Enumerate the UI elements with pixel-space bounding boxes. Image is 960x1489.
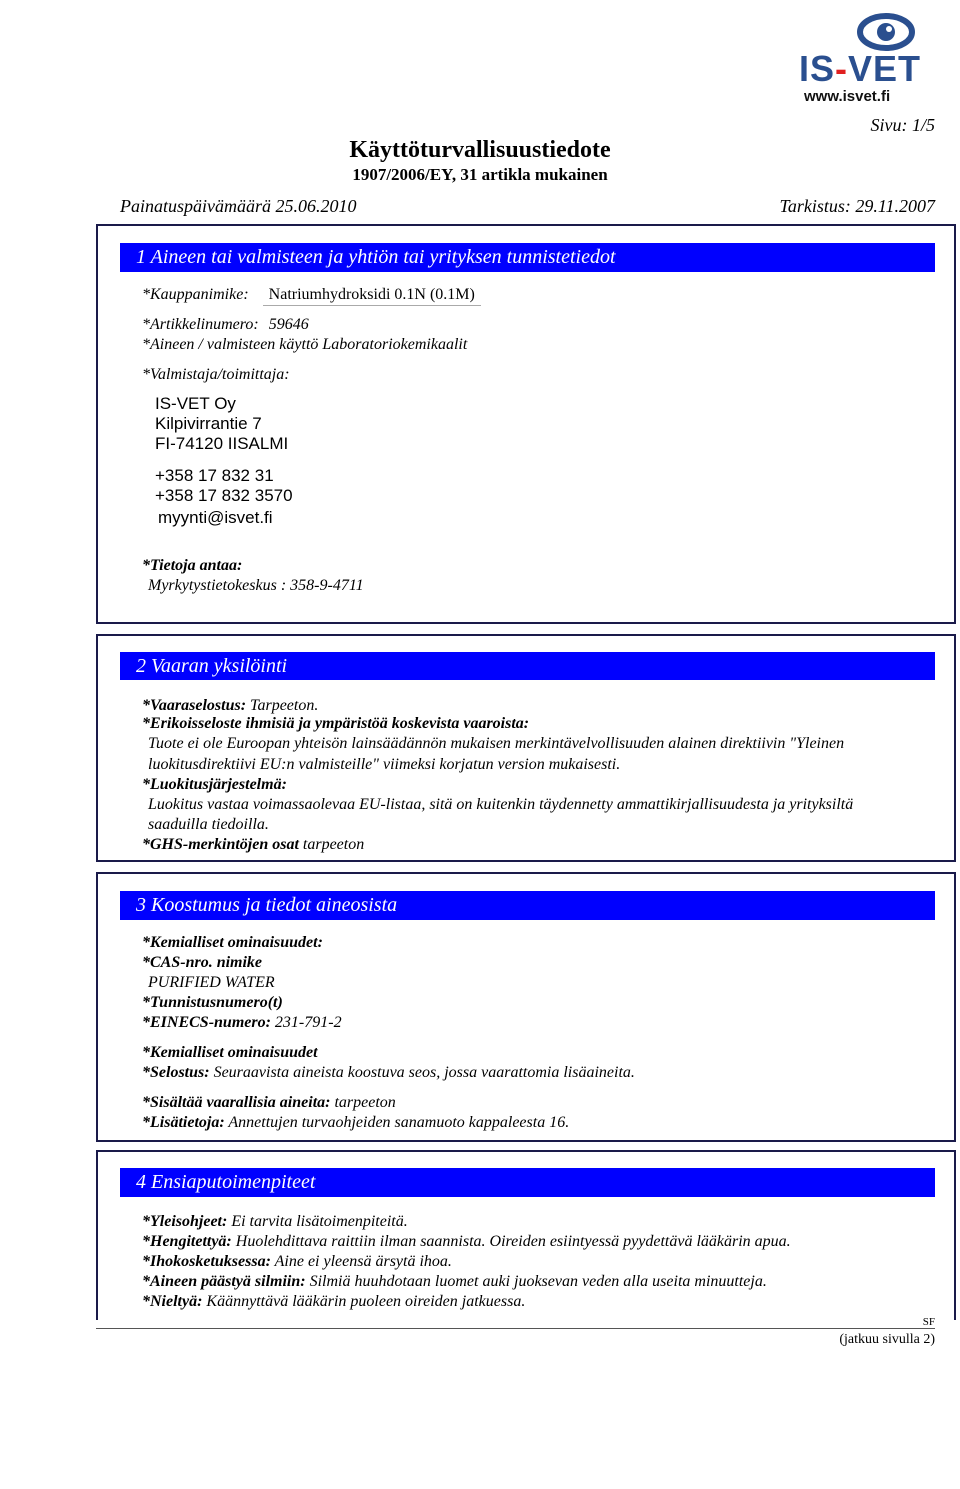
section-3-heading: 3 Koostumus ja tiedot aineosista <box>120 891 935 920</box>
cas-label: *CAS-nro. nimike <box>142 954 263 971</box>
special-hazard-line-1: Tuote ei ole Euroopan yhteisön lainsäädännön mukaisen merkintävelvollisuuden alainen direktiivin "Yleinen <box>148 735 845 752</box>
continued-note: (jatkuu sivulla 2) <box>839 1332 935 1347</box>
trade-name-row <box>142 286 481 304</box>
info-label: *Tietoja antaa: <box>142 557 243 574</box>
dangerous-value: tarpeeton <box>334 1094 396 1111</box>
inhalation-label: *Hengitettyä: <box>142 1233 232 1250</box>
chem-props-2-label: *Kemialliset ominaisuudet <box>142 1044 318 1061</box>
company-name: IS-VET Oy <box>155 394 236 413</box>
dangerous-label: *Sisältää vaarallisia aineita: <box>142 1094 331 1111</box>
company-email[interactable]: myynti@isvet.fi <box>158 508 273 527</box>
skin-label: *Ihokosketuksessa: <box>142 1253 271 1270</box>
inhalation-row <box>142 1233 791 1251</box>
supplier-label: *Valmistaja/toimittaja: <box>142 366 290 383</box>
eye-value: Silmiä huuhdotaan luomet auki juoksevan veden alla useita minuutteja. <box>309 1273 767 1290</box>
use-value: Laboratoriokemikaalit <box>322 336 468 353</box>
revision-date: Tarkistus: 29.11.2007 <box>779 196 935 216</box>
special-hazard-line-2: luokitusdirektiivi EU:n valmisteille" viimeksi korjatun version mukaisesti. <box>148 756 621 773</box>
company-phone-2: +358 17 832 3570 <box>155 486 293 505</box>
eye-row <box>142 1273 767 1291</box>
general-row <box>142 1213 408 1231</box>
use-row <box>142 336 467 354</box>
trade-name-label: *Kauppanimike: <box>142 286 249 303</box>
language-code: SF <box>922 1316 935 1328</box>
document-title: Käyttöturvallisuustiedote <box>349 137 611 163</box>
company-phone-1: +358 17 832 31 <box>155 466 274 485</box>
classification-line-2: saaduilla tiedoilla. <box>148 816 269 833</box>
description-row <box>142 1064 635 1082</box>
extra-info-label: *Lisätietoja: <box>142 1114 225 1131</box>
swallow-value: Käännyttävä lääkärin puoleen oireiden jatkuessa. <box>206 1293 526 1310</box>
extra-info-row <box>142 1114 569 1132</box>
swallow-row <box>142 1293 525 1311</box>
hazard-value: Tarpeeton. <box>250 697 319 714</box>
use-label: *Aineen / valmisteen käyttö <box>142 336 319 353</box>
inhalation-value: Huolehdittava raittiin ilman saannista. Oireiden esiintyessä pyydettävä lääkärin apua. <box>235 1233 791 1250</box>
identifier-label: *Tunnistusnumero(t) <box>142 994 283 1011</box>
info-value: Myrkytystietokeskus : 358-9-4711 <box>148 577 364 594</box>
skin-row <box>142 1253 452 1271</box>
ghs-label: *GHS-merkintöjen osat <box>142 836 299 853</box>
print-date: Painatuspäivämäärä 25.06.2010 <box>120 196 357 216</box>
hazard-label: *Vaaraselostus: <box>142 697 247 714</box>
description-label: *Selostus: <box>142 1064 210 1081</box>
article-value: 59646 <box>268 316 309 333</box>
classification-line-1: Luokitus vastaa voimassaolevaa EU-listaa, sitä on kuitenkin täydennetty ammattikirjallisuudesta ja yrityksiltä <box>148 796 854 813</box>
eye-label: *Aineen päästyä silmiin: <box>142 1273 306 1290</box>
section-4-heading: 4 Ensiaputoimenpiteet <box>120 1168 935 1197</box>
hazard-row <box>142 697 318 715</box>
ghs-value: tarpeeton <box>302 836 365 853</box>
trade-name-value: Natriumhydroksidi 0.1N (0.1M) <box>263 286 481 306</box>
chem-props-label: *Kemialliset ominaisuudet: <box>142 934 323 951</box>
einecs-value: 231-791-2 <box>274 1014 342 1031</box>
isvet-logo <box>768 6 952 106</box>
section-2-heading: 2 Vaaran yksilöinti <box>120 652 935 680</box>
einecs-row <box>142 1014 342 1032</box>
page-number: Sivu: 1/5 <box>870 115 935 135</box>
special-hazard-label: *Erikoisseloste ihmisiä ja ympäristöä koskevista vaaroista: <box>142 715 530 732</box>
logo-url: www.isvet.fi <box>804 88 891 105</box>
einecs-label: *EINECS-numero: <box>142 1014 271 1031</box>
classification-label: *Luokitusjärjestelmä: <box>142 776 287 793</box>
description-value: Seuraavista aineista koostuva seos, jossa vaarattomia lisäaineita. <box>213 1064 635 1081</box>
company-city: FI-74120 IISALMI <box>155 434 289 453</box>
company-street: Kilpivirrantie 7 <box>155 414 262 433</box>
article-label: *Artikkelinumero: <box>142 316 259 333</box>
footer-rule <box>96 1328 935 1329</box>
dangerous-row <box>142 1094 396 1112</box>
general-label: *Yleisohjeet: <box>142 1213 228 1230</box>
cas-value: PURIFIED WATER <box>148 974 275 991</box>
section-1-heading: 1 Aineen tai valmisteen ja yhtiön tai yrityksen tunnistetiedot <box>120 243 935 272</box>
logo-wordmark: IS-VET <box>798 48 922 89</box>
swallow-label: *Nieltyä: <box>142 1293 203 1310</box>
skin-value: Aine ei yleensä ärsytä ihoa. <box>274 1253 452 1270</box>
article-row <box>142 316 309 334</box>
general-value: Ei tarvita lisätoimenpiteitä. <box>231 1213 408 1230</box>
document-subtitle: 1907/2006/EY, 31 artikla mukainen <box>352 165 608 184</box>
ghs-row <box>142 836 364 854</box>
extra-info-value: Annettujen turvaohjeiden sanamuoto kappaleesta 16. <box>228 1114 570 1131</box>
